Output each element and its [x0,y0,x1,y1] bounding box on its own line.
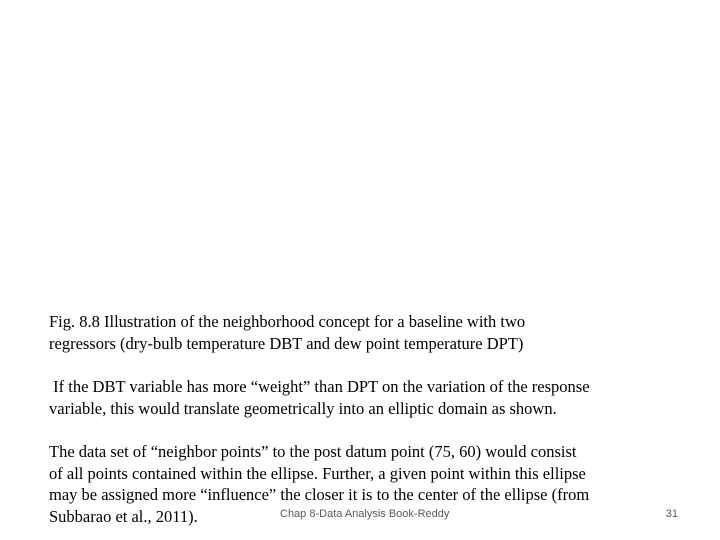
weight-line-1: If the DBT variable has more “weight” than DPT on the variation of the response [49,377,590,396]
neighbor-line-4: Subbarao et al., 2011). [49,506,198,526]
neighbor-line-1: The data set of “neighbor points” to the post datum point (75, 60) would consist [49,442,577,461]
footer-text: Chap 8-Data Analysis Book-Reddy [280,508,450,520]
caption-line-2: regressors (dry-bulb temperature DBT and dew point temperature DPT) [49,333,524,353]
weight-paragraph [49,376,659,419]
page-number: 31 [665,508,678,520]
caption-line-1: Fig. 8.8 Illustration of the neighborhood concept for a baseline with two [49,312,526,331]
figure-caption [49,311,659,354]
weight-line-2: variable, this would translate geometrically into an elliptic domain as shown. [49,398,557,418]
neighbor-line-2: of all points contained within the ellipse. Further, a given point within this ellipse [49,463,586,483]
neighbor-line-3: may be assigned more “influence” the closer it is to the center of the ellipse (from [49,485,590,504]
figure-area [40,20,680,300]
